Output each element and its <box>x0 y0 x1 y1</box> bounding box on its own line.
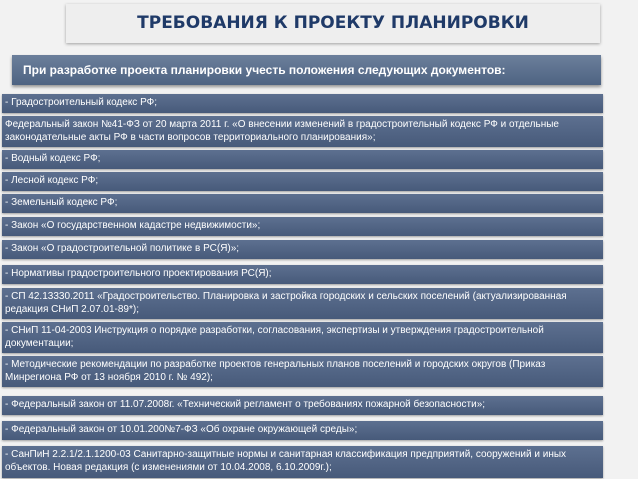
list-item: - Лесной кодекс РФ; <box>2 172 603 191</box>
list-item: - Градостроительный кодекс РФ; <box>2 94 603 113</box>
slide-title: ТРЕБОВАНИЯ К ПРОЕКТУ ПЛАНИРОВКИ <box>66 4 600 43</box>
list-item: Федеральный закон №41-ФЗ от 20 марта 2011 г. «О внесении изменений в градостроительный кодекс РФ и отдельные законодательные акты РФ в части вопросов территориального планирования»; <box>2 116 603 147</box>
list-item: - Нормативы градостроительного проектирования РС(Я); <box>2 265 603 284</box>
list-item: - Методические рекомендации по разработке проектов генеральных планов поселений и городских округов (Приказ Минрегиона РФ от 13 ноября 2010 г. № 492); <box>2 356 603 387</box>
list-item: - СНиП 11-04-2003 Инструкция о порядке разработки, согласования, экспертизы и утверждения градостроительной документации; <box>2 322 603 353</box>
list-item: - Закон «О градостроительной политике в РС(Я)»; <box>2 240 603 259</box>
list-item: - Водный кодекс РФ; <box>2 150 603 169</box>
list-item: - Закон «О государственном кадастре недвижимости»; <box>2 217 603 236</box>
list-item: - Федеральный закон от 10.01.200№7-ФЗ «Об охране окружающей среды»; <box>2 421 603 440</box>
section-header: При разработке проекта планировки учесть положения следующих документов: <box>12 55 601 85</box>
list-item: - СП 42.13330.2011 «Градостроительство. Планировка и застройка городских и сельских поселений (актуализированная редакция СНиП 2.07.01-89*); <box>2 288 603 319</box>
list-item: - СанПиН 2.2.1/2.1.1200-03 Санитарно-защитные нормы и санитарная классификация предприятий, сооружений и иных объектов. Новая редакция (с изменениями от 10.04.2008, 6.10.2009г.); <box>2 446 603 478</box>
list-item: - Федеральный закон от 11.07.2008г. «Технический регламент о требованиях пожарной безопасности»; <box>2 396 603 415</box>
list-item: - Земельный кодекс РФ; <box>2 194 603 213</box>
